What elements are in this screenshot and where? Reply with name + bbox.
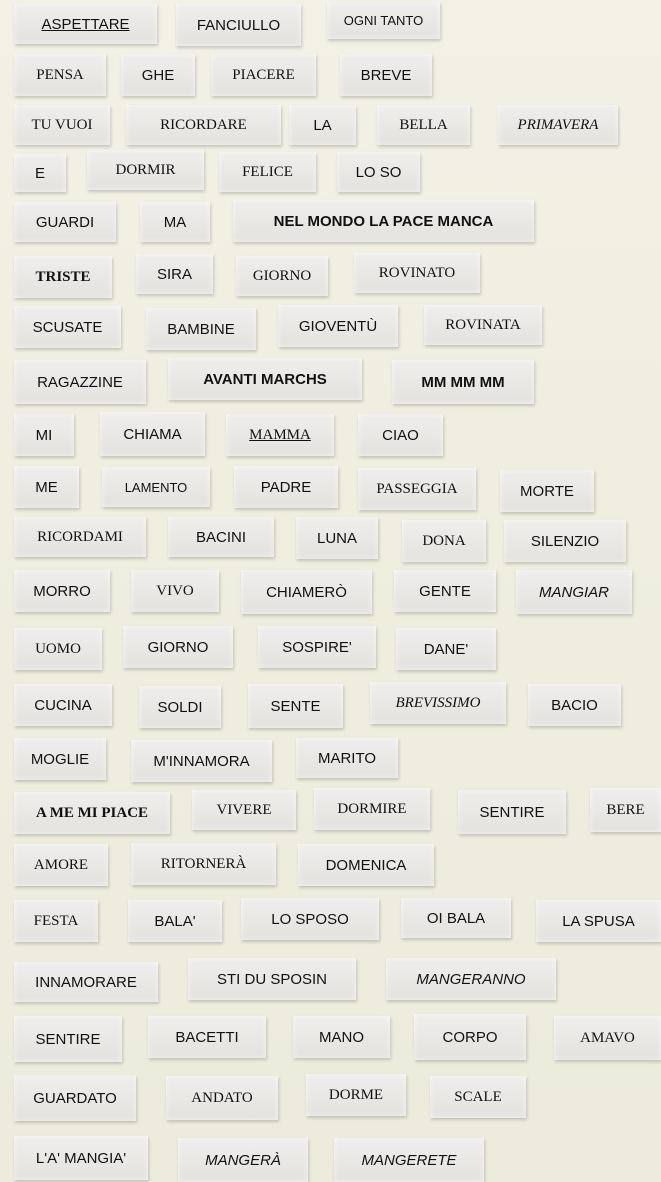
word-label: DOMENICA: [298, 844, 434, 886]
word-label: MORRO: [14, 570, 110, 612]
word-label: GIORNO: [123, 626, 233, 668]
word-label: GUARDATO: [14, 1075, 136, 1121]
word-label: LUNA: [296, 517, 378, 559]
word-label: BALA': [128, 900, 222, 942]
word-label: MOGLIE: [14, 738, 106, 780]
word-label: SENTIRE: [458, 790, 566, 834]
word-label: ROVINATA: [424, 305, 542, 345]
word-label: MI: [14, 414, 74, 456]
word-label: GIOVENTÙ: [278, 305, 398, 347]
word-label: PRIMAVERA: [498, 105, 618, 145]
word-label: PADRE: [234, 466, 338, 508]
word-label: SIRA: [136, 254, 213, 294]
word-label: OI BALA: [401, 898, 511, 938]
word-label: GUARDI: [14, 202, 116, 242]
word-label: VIVERE: [192, 790, 296, 830]
word-label: AMORE: [14, 844, 108, 886]
word-label: RITORNERÀ: [131, 843, 276, 885]
word-label: E: [14, 154, 66, 192]
word-label: OGNI TANTO: [327, 2, 440, 39]
word-label: SCUSATE: [14, 306, 121, 348]
word-label: MANGERANNO: [386, 958, 556, 1000]
word-label: DORMIRE: [314, 788, 430, 830]
word-label: DANE': [396, 628, 496, 670]
word-label: SENTIRE: [14, 1016, 122, 1062]
word-label: FESTA: [14, 900, 98, 942]
word-label: CORPO: [414, 1014, 526, 1060]
word-label: STI DU SPOSIN: [188, 958, 356, 1000]
word-label: INNAMORARE: [14, 962, 158, 1002]
word-label: GIORNO: [236, 256, 328, 296]
word-label: CHIAMERÒ: [241, 570, 372, 614]
word-label: PASSEGGIA: [358, 468, 476, 510]
word-label: TU VUOI: [14, 105, 110, 145]
word-label: AMAVO: [554, 1016, 661, 1060]
word-label: LA SPUSA: [536, 900, 661, 942]
word-label: MANGERETE: [334, 1138, 484, 1182]
word-label: ROVINATO: [354, 253, 480, 293]
word-label: VIVO: [131, 570, 219, 612]
word-label: TRISTE: [14, 256, 112, 298]
word-label: DORME: [306, 1074, 406, 1116]
word-label: GHE: [121, 54, 195, 96]
word-label: LO SPOSO: [241, 898, 379, 940]
word-label: BACETTI: [148, 1016, 266, 1058]
word-label: ASPETTARE: [14, 4, 157, 44]
word-label: RAGAZZINE: [14, 360, 146, 404]
word-label: SCALE: [430, 1076, 526, 1118]
word-label: CUCINA: [14, 684, 112, 726]
word-label: LAMENTO: [102, 467, 210, 507]
word-label: FELICE: [219, 152, 316, 192]
word-label: ME: [14, 466, 79, 508]
word-label: DONA: [402, 520, 486, 562]
word-label: BERE: [590, 788, 661, 832]
word-label: BREVISSIMO: [370, 682, 506, 724]
word-label: BELLA: [377, 105, 470, 145]
word-label: CHIAMA: [100, 412, 205, 456]
word-label: NEL MONDO LA PACE MANCA: [233, 200, 534, 242]
word-label: SILENZIO: [504, 520, 626, 562]
word-label: MANGIAR: [516, 570, 632, 614]
word-label: MARITO: [296, 738, 398, 778]
word-label: SOSPIRE': [258, 626, 376, 668]
word-label: BACINI: [168, 517, 274, 557]
word-label: MA: [140, 202, 210, 242]
word-label: UOMO: [14, 628, 102, 670]
word-label: BACIO: [528, 684, 621, 726]
word-label: SENTE: [248, 684, 343, 728]
word-label: LO SO: [337, 152, 420, 192]
word-label: M'INNAMORA: [131, 740, 272, 782]
word-label: MANGERÀ: [178, 1138, 308, 1182]
word-label: PENSA: [14, 54, 106, 96]
word-label: SOLDI: [139, 686, 221, 728]
word-label: DORMIR: [87, 150, 204, 190]
word-label: PIACERE: [211, 54, 316, 96]
word-label: ANDATO: [166, 1076, 278, 1120]
word-label: MM MM MM: [392, 360, 534, 404]
word-label: BAMBINE: [146, 308, 256, 350]
word-label: GENTE: [394, 570, 496, 612]
word-label: RICORDARE: [126, 105, 281, 145]
word-label: FANCIULLO: [176, 4, 301, 46]
word-label: BREVE: [340, 54, 432, 96]
word-label: L'A' MANGIA': [14, 1136, 148, 1180]
word-label: AVANTI MARCHS: [168, 358, 362, 400]
word-label: RICORDAMI: [14, 517, 146, 557]
word-label: MORTE: [500, 470, 594, 512]
word-label: A ME MI PIACE: [14, 792, 170, 834]
word-label: MAMMA: [226, 414, 334, 456]
word-label: LA: [289, 105, 356, 145]
word-label: MANO: [293, 1016, 390, 1058]
word-label: CIAO: [358, 414, 443, 456]
